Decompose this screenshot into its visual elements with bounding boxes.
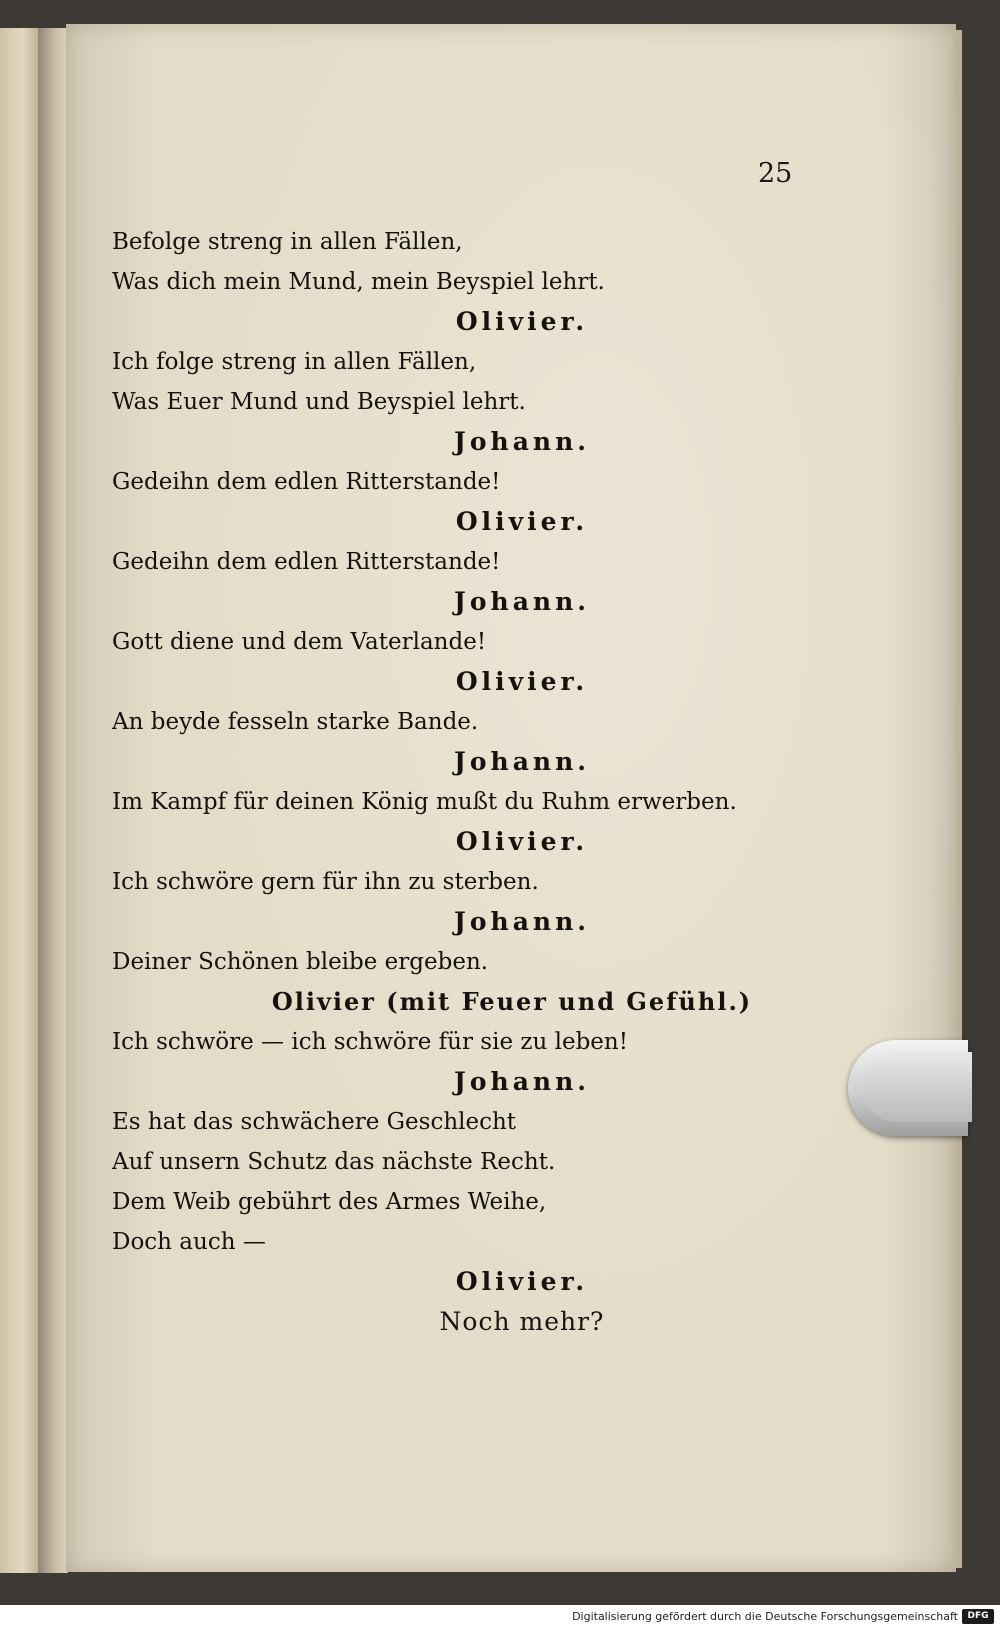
verse-line: Doch auch — — [112, 1229, 266, 1255]
verse-line: Ich schwöre gern für ihn zu sterben. — [112, 869, 539, 895]
verse-line: Noch mehr? — [439, 1307, 605, 1336]
left-page-edge — [0, 28, 38, 1573]
speaker-name: Johann. — [454, 1067, 590, 1096]
footer-bar — [0, 1605, 1000, 1630]
verse-line: Im Kampf für deinen König mußt du Ruhm erwerben. — [112, 789, 737, 815]
right-page-edge — [956, 30, 962, 1568]
verse-line: Deiner Schönen bleibe ergeben. — [112, 949, 489, 975]
verse-line: Gedeihn dem edlen Ritterstande! — [112, 549, 501, 575]
verse-line: Ich schwöre — ich schwöre für sie zu leben! — [112, 1029, 628, 1055]
speaker-name: Olivier. — [455, 1267, 589, 1296]
speaker-name: Johann. — [454, 587, 590, 616]
verse-line: Was dich mein Mund, mein Beyspiel lehrt. — [112, 269, 605, 295]
verse-line: Was Euer Mund und Beyspiel lehrt. — [112, 389, 526, 415]
book-gutter — [38, 28, 68, 1573]
verse-line: An beyde fesseln starke Bande. — [112, 709, 479, 735]
digitization-credit: Digitalisierung gefördert durch die Deutsche Forschungsgemeinschaft — [572, 1610, 958, 1623]
page-clip-highlight — [862, 1052, 972, 1122]
speaker-name: Johann. — [454, 907, 590, 936]
speaker-name: Johann. — [454, 747, 590, 776]
verse-line: Befolge streng in allen Fällen, — [112, 229, 463, 255]
verse-line: Gott diene und dem Vaterlande! — [112, 629, 487, 655]
verse-line: Ich folge streng in allen Fällen, — [112, 349, 477, 375]
speaker-name: Olivier. — [455, 507, 589, 536]
verse-line: Es hat das schwächere Geschlecht — [112, 1109, 517, 1135]
verse-line: Dem Weib gebührt des Armes Weihe, — [112, 1189, 547, 1215]
speaker-name: Olivier. — [455, 307, 589, 336]
dialogue-text — [112, 222, 832, 1342]
dfg-logo: DFG — [962, 1609, 994, 1624]
speaker-name: Olivier. — [455, 667, 589, 696]
verse-line: Auf unsern Schutz das nächste Recht. — [112, 1149, 556, 1175]
speaker-name: Olivier (mit Feuer und Gefühl.) — [271, 987, 753, 1016]
page-number: 25 — [758, 158, 793, 189]
speaker-name: Johann. — [454, 427, 590, 456]
verse-line: Gedeihn dem edlen Ritterstande! — [112, 469, 501, 495]
speaker-name: Olivier. — [455, 827, 589, 856]
page-clip — [848, 1040, 968, 1136]
